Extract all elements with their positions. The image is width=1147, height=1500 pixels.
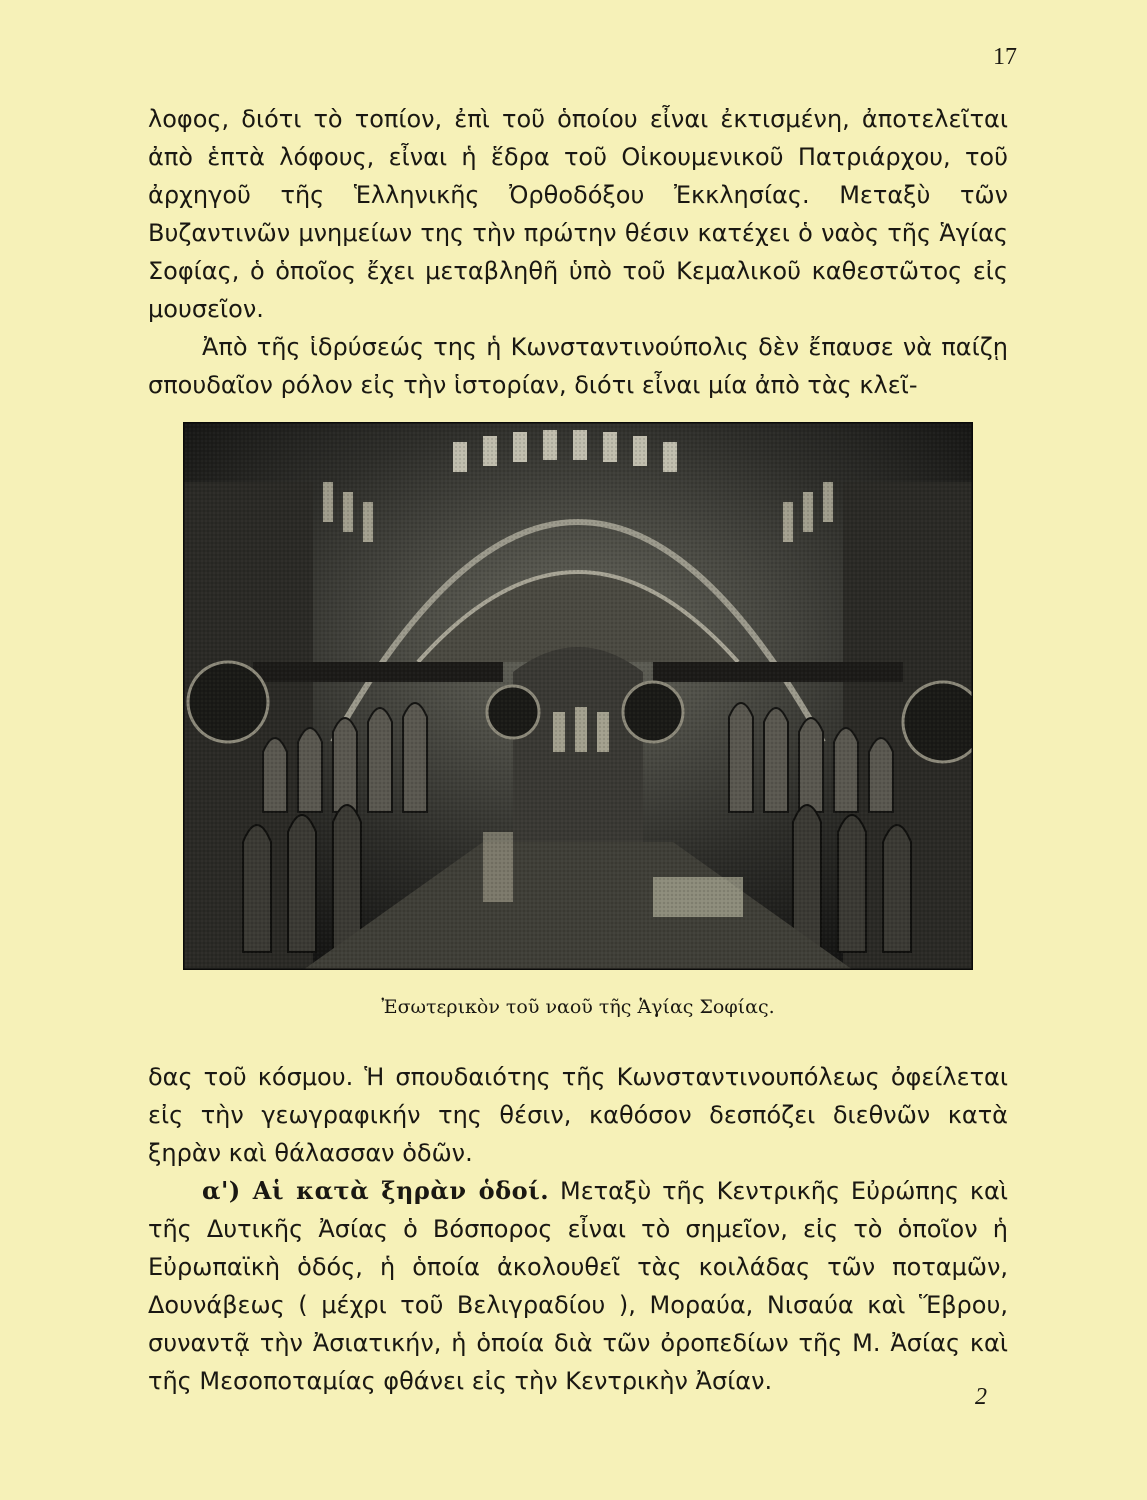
paragraph-1: λοφος, διότι τὸ τοπίον, ἐπὶ τοῦ ὁποίου εἶναι ἐκτισμένη, ἀποτελεῖται ἀπὸ ἑπτὰ λόφους, εἶναι ἡ ἕδρα τοῦ Οἰκουμενικοῦ Πατριάρχου, τοῦ ἀρχηγοῦ τῆς Ἑλληνικῆς Ὀρθοδόξου Ἐκκλησίας. Μεταξὺ τῶν Βυζαντινῶν μνημείων της τὴν πρώτην θέσιν κατέχει ὁ ναὸς τῆς Ἁγίας Σοφίας, ὁ ὁποῖος ἔχει μεταβληθῆ ὑπὸ τοῦ Κεμαλικοῦ καθεστῶτος εἰς μουσεῖον.: [148, 105, 1008, 323]
section-paragraph: [148, 1172, 1008, 1400]
section-body: Μεταξὺ τῆς Κεντρικῆς Εὐρώπης καὶ τῆς Δυτικῆς Ἀσίας ὁ Βόσπορος εἶναι τὸ σημεῖον, εἰς τὸ ὁποῖον ἡ Εὐρωπαϊκὴ ὁδός, ἡ ὁποία ἀκολουθεῖ τὰς κοιλάδας τῶν ποταμῶν, Δουνάβεως ( μέχρι τοῦ Βελιγραδίου ), Μοραύα, Νισαύα καὶ Ἕβρου, συναντᾷ τὴν Ἀσιατικήν, ἡ ὁποία διὰ τῶν ὀροπεδίων τῆς Μ. Ἀσίας καὶ τῆς Μεσοποταμίας φθάνει εἰς τὴν Κεντρικὴν Ἀσίαν.: [148, 1177, 1009, 1395]
figure-caption: Ἐσωτερικὸν τοῦ ναοῦ τῆς Ἁγίας Σοφίας.: [381, 996, 775, 1018]
paragraph-3: δας τοῦ κόσμου. Ἡ σπουδαιότης τῆς Κωνσταντινουπόλεως ὀφείλεται εἰς τὴν γεωγραφικήν της θέσιν, καθόσον δεσπόζει διεθνῶν κατὰ ξηρὰν καὶ θάλασσαν ὁδῶν.: [148, 1063, 1008, 1167]
signature-mark: 2: [975, 1384, 987, 1410]
page-number: 17: [993, 44, 1017, 70]
hagia-sophia-interior-photo: [183, 422, 973, 970]
top-text-block: [148, 100, 1008, 404]
bottom-text-block: [148, 1058, 1008, 1400]
paragraph-2: Ἀπὸ τῆς ἱδρύσεώς της ἡ Κωνσταντινούπολις δὲν ἔπαυσε νὰ παίζῃ σπουδαῖον ρόλον εἰς τὴν ἱστορίαν, διότι εἶναι μία ἀπὸ τὰς κλεῖ-: [148, 333, 1008, 399]
section-heading: α') Αἱ κατὰ ξηρὰν ὁδοί.: [202, 1176, 550, 1205]
